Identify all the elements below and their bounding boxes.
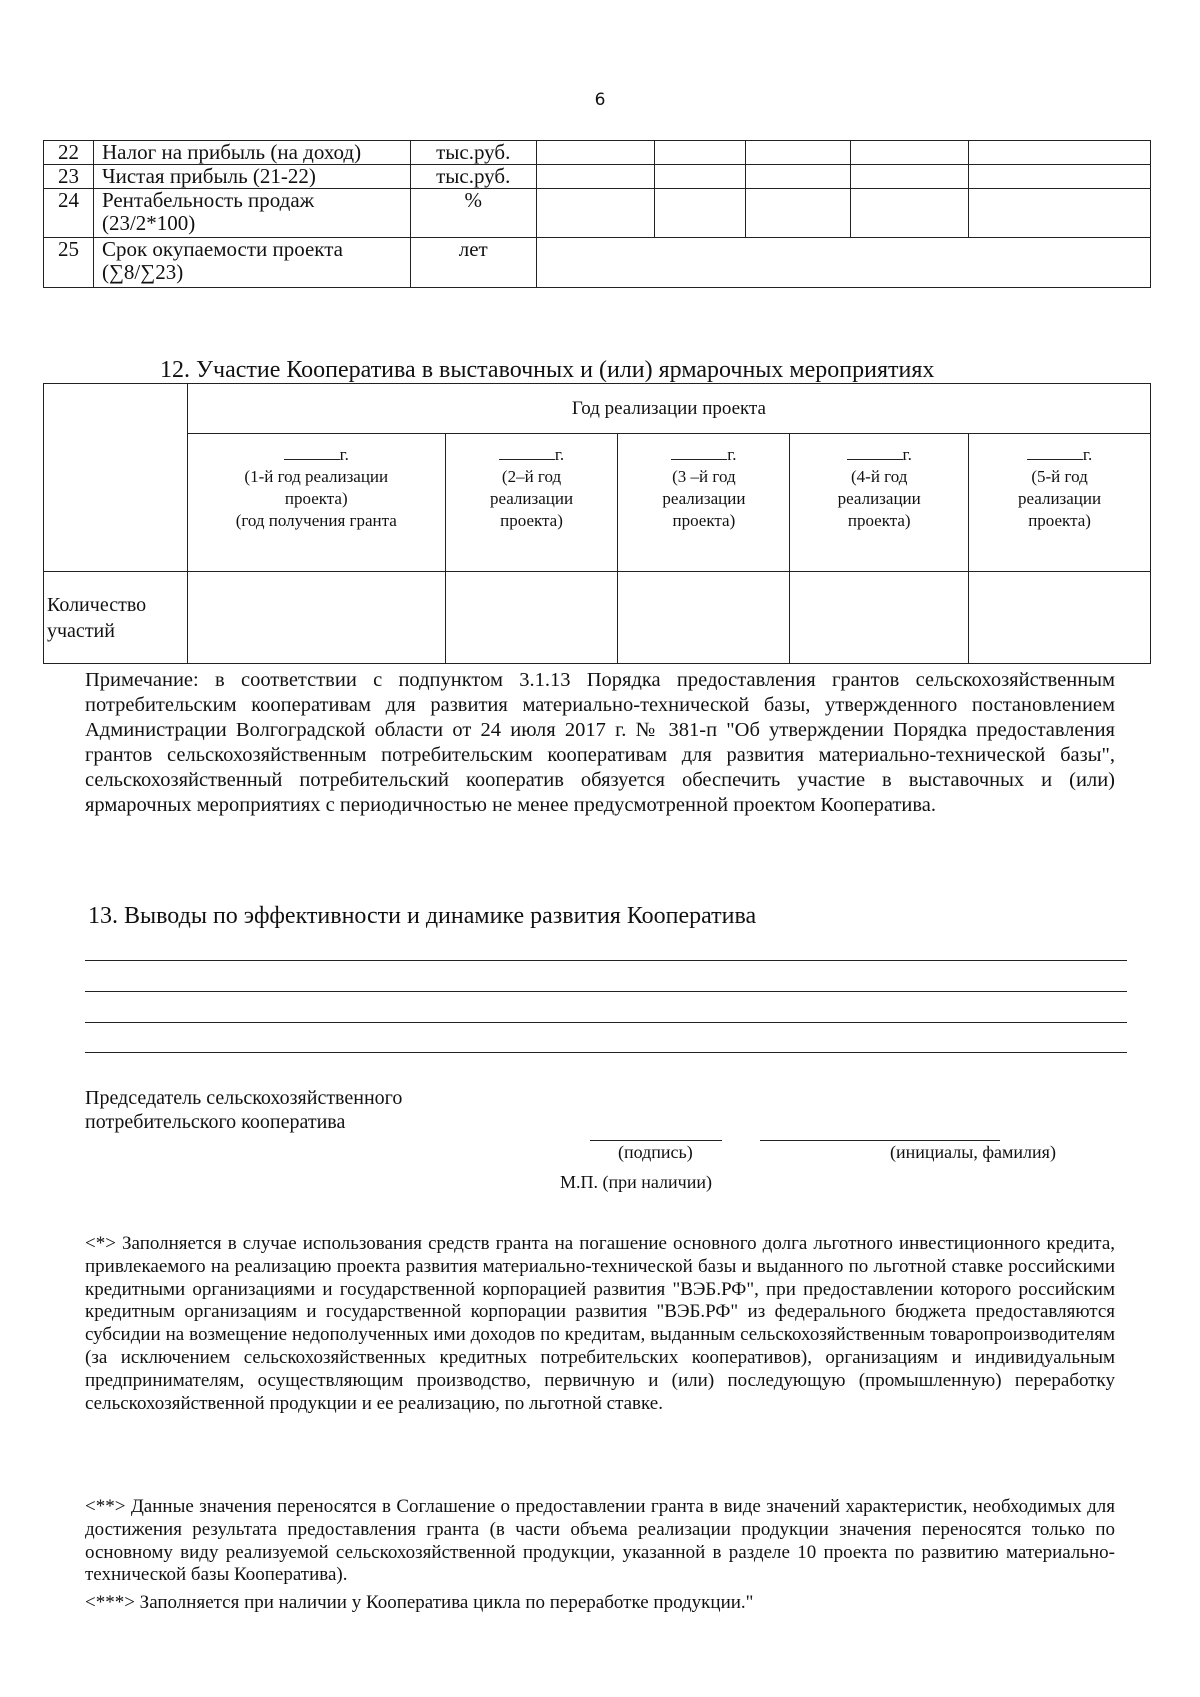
section-12-heading: 12. Участие Кооператива в выставочных и (или) ярмарочных мероприятиях <box>160 357 935 383</box>
value-cell <box>790 572 969 664</box>
value-cell <box>654 141 746 165</box>
row-unit: % <box>410 189 536 238</box>
value-cell <box>654 189 746 238</box>
year-column: г. (4-й год реализации проекта) <box>790 434 969 572</box>
table-row <box>44 572 1151 664</box>
table-row <box>44 238 1151 288</box>
value-cell <box>187 572 445 664</box>
value-cell <box>618 572 790 664</box>
value-cell <box>969 165 1151 189</box>
answer-line[interactable] <box>85 960 1127 961</box>
value-cell <box>654 165 746 189</box>
row-name: Чистая прибыль (21-22) <box>93 165 410 189</box>
row-name: Рентабельность продаж (23/2*100) <box>93 189 410 238</box>
row-unit: тыс.руб. <box>410 165 536 189</box>
answer-line[interactable] <box>85 991 1127 992</box>
table-row <box>44 165 1151 189</box>
answer-line[interactable] <box>85 1022 1127 1023</box>
value-cell <box>969 141 1151 165</box>
stamp-caption: М.П. (при наличии) <box>560 1172 712 1192</box>
value-cell <box>536 141 654 165</box>
year-blank <box>847 445 903 460</box>
year-blank <box>671 445 727 460</box>
year-column: г. (5-й год реализации проекта) <box>969 434 1151 572</box>
value-cell <box>969 572 1151 664</box>
signatory-title: Председатель сельскохозяйственного потребительского кооператива <box>85 1087 403 1133</box>
value-cell <box>969 189 1151 238</box>
year-column: г. (1-й год реализации проекта) (год получения гранта <box>187 434 445 572</box>
section-13-heading: 13. Выводы по эффективности и динамике развития Кооператива <box>88 903 757 929</box>
footnote-2: <**> Данные значения переносятся в Соглашение о предоставлении гранта в виде значений характеристик, необходимых для достижения результата предоставления гранта (в части объема реализации продукции значения переносятся только по основному виду реализуемой сельскохозяйственной продукции, указанной в разделе 10 проекта по развитию материально-технической базы Кооператива). <box>85 1496 1115 1586</box>
value-cell <box>746 141 851 165</box>
indicators-table <box>43 140 1151 288</box>
row-number: 24 <box>44 189 94 238</box>
exhibitions-table <box>43 383 1151 664</box>
signature-line[interactable] <box>590 1140 722 1141</box>
value-cell <box>851 165 969 189</box>
note-paragraph: Примечание: в соответствии с подпунктом 3.1.13 Порядка предоставления грантов сельскохозяйственным потребительским кооперативам для развития материально-технической базы, утвержденного постановлением Администрации Волгоградской области от 24 июля 2017 г. № 381-п "Об утверждении Порядка предоставления грантов сельскохозяйственным потребительским кооперативам для развития материально-технической базы", сельскохозяйственный потребительский кооператив обязуется обеспечить участие в выставочных и (или) ярмарочных мероприятиях с периодичностью не менее предусмотренной проектом Кооператива. <box>85 669 1115 816</box>
row-name: Срок окупаемости проекта (∑8/∑23) <box>93 238 410 288</box>
name-caption: (инициалы, фамилия) <box>890 1142 1056 1162</box>
row-number: 25 <box>44 238 94 288</box>
row-number: 23 <box>44 165 94 189</box>
value-cell <box>445 572 618 664</box>
answer-line[interactable] <box>85 1052 1127 1053</box>
year-blank <box>499 445 555 460</box>
corner-cell <box>44 384 188 572</box>
table-row <box>44 189 1151 238</box>
value-cell-merged <box>536 238 1150 288</box>
row-label: Количество участий <box>44 572 188 664</box>
footnote-3: <***> Заполняется при наличии у Кооператива цикла по переработке продукции." <box>85 1592 754 1613</box>
page-number: 6 <box>594 90 606 110</box>
row-unit: лет <box>410 238 536 288</box>
row-name: Налог на прибыль (на доход) <box>93 141 410 165</box>
year-header: Год реализации проекта <box>187 384 1150 434</box>
footnote-1: <*> Заполняется в случае использования средств гранта на погашение основного долга льготного инвестиционного кредита, привлекаемого на реализацию проекта развития материально-технической базы и выданного по льготной ставке российскими кредитными организациями и государственной корпорацией развития "ВЭБ.РФ", при предоставлении которого российским кредитным организациям и государственной корпорации развития "ВЭБ.РФ" из федерального бюджета предоставляются субсидии на возмещение недополученных ими доходов по кредитам, выданным сельскохозяйственным товаропроизводителям (за исключением сельскохозяйственных кредитных потребительских кооперативов), организациям и индивидуальным предпринимателям, осуществляющим производство, первичную и (или) последующую (промышленную) переработку сельскохозяйственной продукции и ее реализацию, по льготной ставке. <box>85 1233 1115 1414</box>
table-row <box>44 141 1151 165</box>
value-cell <box>851 141 969 165</box>
value-cell <box>746 189 851 238</box>
year-column: г. (3 –й год реализации проекта) <box>618 434 790 572</box>
value-cell <box>746 165 851 189</box>
value-cell <box>536 165 654 189</box>
value-cell <box>536 189 654 238</box>
year-blank <box>1027 445 1083 460</box>
row-unit: тыс.руб. <box>410 141 536 165</box>
row-number: 22 <box>44 141 94 165</box>
signature-caption: (подпись) <box>618 1142 693 1162</box>
year-column: г. (2–й год реализации проекта) <box>445 434 618 572</box>
value-cell <box>851 189 969 238</box>
year-blank <box>284 445 340 460</box>
name-line[interactable] <box>760 1140 1000 1141</box>
